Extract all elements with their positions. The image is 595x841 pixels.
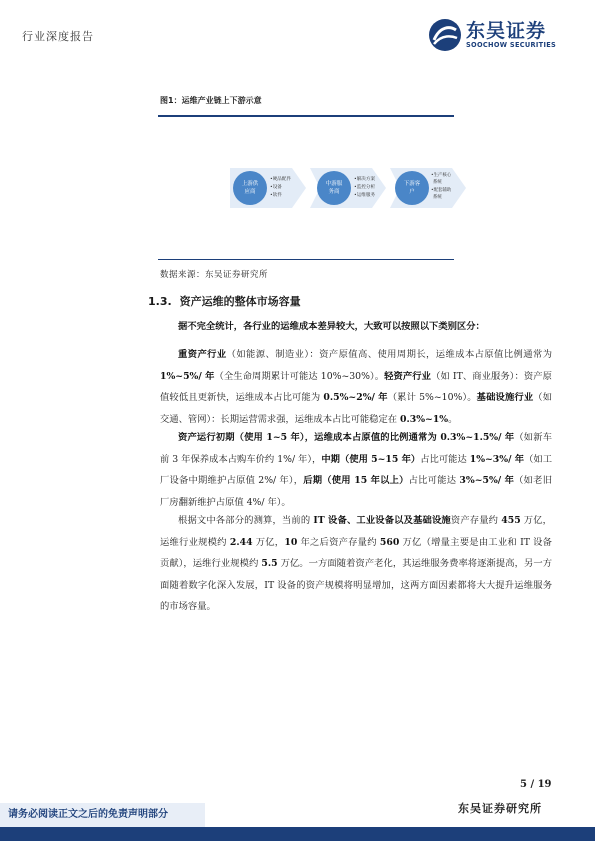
paragraph-market-size [160,510,552,618]
page-number: 5 / 19 [520,779,552,790]
bold-text-run: 3%~5%/ 年 [459,475,515,486]
stage-downstream-label-1: 下游客 [403,181,421,187]
stage-midstream-label-2: 务商 [328,189,340,195]
text-run: （全生命周期累计可能达 10%~30%）。 [214,370,385,382]
bold-text-run: 轻资产行业 [384,370,432,382]
stage-downstream-item: •配套辅助 [431,188,452,193]
text-run: （如 IT、商业服务）：资产原值较低且更新快，运维成本占比可能为 [160,370,552,403]
stage-upstream-item: •硬品配件 [270,177,292,182]
stage-midstream-label-1: 中游服 [325,181,343,187]
bold-text-run: 1%~5%/ 年 [160,370,215,382]
bold-text-run: 后期（使用 15 年以上） [303,475,409,486]
section-heading [148,293,301,309]
bold-text-run: 0.5%~2%/ 年 [323,392,388,403]
section-title: 资产运维的整体市场容量 [179,295,301,308]
text-run: 占比可能达 [408,475,460,486]
paragraph-intro [160,316,552,338]
figure-title: 图1：运维产业链上下游示意 [160,96,262,105]
footer-org-name: 东吴证券研究所 [458,802,542,815]
stage-downstream-item: 系统 [433,195,442,200]
stage-midstream-item: •解决方案 [354,177,376,182]
bold-text-run: 重资产行业 [178,349,227,360]
stage-upstream-item: •设备 [270,185,282,190]
value-chain-diagram [230,158,470,218]
paragraph-lifecycle [160,427,552,513]
bold-text-run: 中期（使用 5~15 年） [321,453,421,465]
text-run: （如能源、制造业）：资产原值高、使用周期长，运维成本占原值比例通常为 [226,349,552,360]
disclaimer-link[interactable]: 请务必阅读正文之后的免责声明部分 [0,803,205,827]
text-run: （累计 5%~10%）。 [387,392,477,403]
bold-text-run: IT 设备、工业设备以及基础设施 [313,515,451,526]
figure-bottom-rule [158,259,454,260]
section-number: 1.3. [148,295,172,308]
bottom-brand-bar [0,827,595,841]
report-type: 行业深度报告 [22,30,94,43]
bold-text-run: 0.3%~1% [400,413,449,425]
figure-top-rule [158,115,454,117]
stage-upstream-item: •软件 [270,193,282,198]
bold-text-run: 基础设施行业 [476,392,534,403]
paragraph-industry-types [160,344,552,430]
paragraph-intro-text: 据不完全统计，各行业的运维成本差异较大，大致可以按照以下类别区分： [178,321,485,332]
stage-downstream [390,168,466,208]
text-run: 万亿，运维行业规模约 [160,515,552,548]
text-run: 根据文中各部分的测算，当前的 [178,515,314,526]
stage-downstream-item: •生产核心 [431,173,452,178]
text-run: （如交通、管网）：长期运营需求强，运维成本占比可能稳定在 [160,392,552,425]
text-run: 占比可能达 [420,453,470,465]
logo-text-en: SOOCHOW SECURITIES [466,41,557,49]
text-run: 。 [448,413,458,425]
stage-midstream [310,168,386,208]
stage-midstream-item: •监控分析 [354,185,376,190]
stage-midstream-item: •运维服务 [354,193,376,198]
bold-text-run: 1%~3%/ 年 [469,453,525,465]
text-run: （如老旧厂房翻新维护占原值 4%/ 年）。 [160,475,552,508]
text-run: 万亿。一方面随着资产老化，其运维服务费率将逐渐提高，另一方面随着数字化深入发展，IT 设备的资产规模将明显增加，这两方面因素都将大大提升运维服务的市场容量。 [160,558,552,612]
stage-upstream [230,168,306,208]
bold-text-run: 5.5 [261,558,278,569]
stage-downstream-item: 系统 [433,180,442,185]
bold-text-run: 10 [284,536,298,548]
bold-text-run: 455 [501,515,521,526]
stage-upstream-label-1: 上游供 [241,181,259,187]
logo-text-cn: 东吴证券 [466,20,547,42]
bold-text-run: 资产运行初期（使用 1~5 年），运维成本占原值的比例通常为 0.3%~1.5%/ 年 [178,432,515,443]
stage-upstream-label-2: 应商 [244,189,256,195]
text-run: （如新车前 3 年保养成本占购车价约 1%/ 年）， [160,432,552,465]
figure-source: 数据来源：东吴证券研究所 [160,270,269,280]
bold-text-run: 2.44 [229,536,253,548]
text-run: 万亿（增量主要是由工业和 IT 设备贡献），运维行业规模约 [160,536,552,569]
text-run: （如工厂设备中期维护占原值 2%/ 年）， [160,453,552,486]
text-run: 资产存量约 [450,515,502,526]
text-run: 万亿， [252,536,285,548]
stage-downstream-label-2: 户 [409,189,415,195]
bold-text-run: 560 [379,536,400,548]
text-run: 年之后资产存量约 [297,536,380,548]
